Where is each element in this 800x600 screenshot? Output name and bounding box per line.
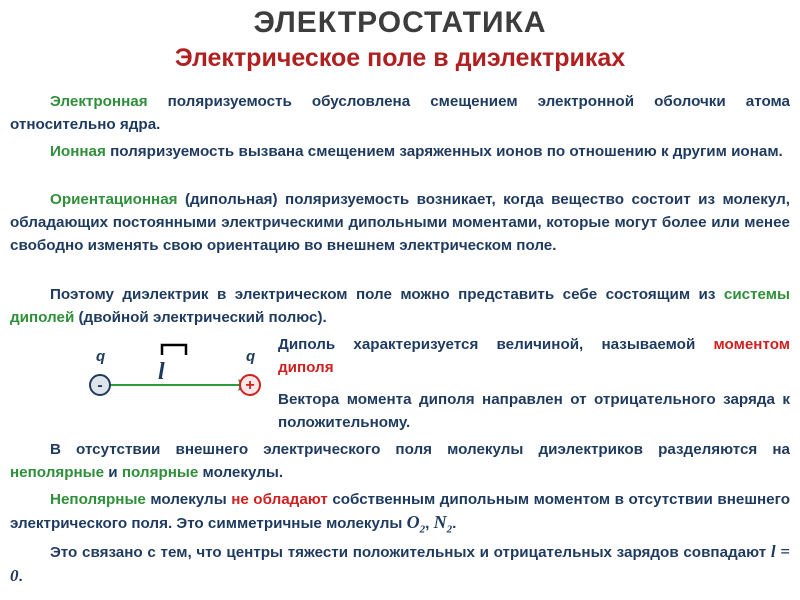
page-title: ЭЛЕКТРОСТАТИКА: [253, 6, 547, 39]
minus-sign: -: [97, 377, 103, 394]
paragraph-centers: Это связано с тем, что центры тяжести положительных и отрицательных зарядов совпадают l = 0.: [10, 542, 790, 585]
dipole-diagram: [60, 335, 280, 405]
paragraph-dipole-system: Поэтому диэлектрик в электрическом поле можно представить себе состоящим из системы диполей (двойной электрический полюс).: [10, 286, 790, 326]
paragraph-dipole-moment: Диполь характеризуется величиной, называемой моментом диполя: [278, 336, 790, 376]
term-nonpolar-2: Неполярные: [50, 491, 146, 508]
charge-label-right: q: [246, 348, 256, 365]
term-nonpolar: неполярные: [10, 464, 105, 481]
equation-l-zero: l = 0: [10, 542, 790, 585]
formula-n2: $N_2$: [433, 512, 453, 536]
paragraph-electronic: Электронная поляризуемость обусловлена смещением электронной оболочки атома относительно ядра.: [10, 93, 790, 133]
term-orientational: Ориентационная: [50, 191, 178, 208]
term-not-possess: не обладают: [231, 491, 328, 508]
formula-o2: $O_2$: [406, 512, 426, 536]
paragraph-orientational: Ориентационная (дипольная) поляризуемость возникает, когда вещество состоит из молекул, обладающих постоянными электрическими дипольными моментами, которые могут более или менее свободно изменять свою ориентацию во внешнем электрическом поле.: [10, 191, 790, 254]
paragraph-ionic: Ионная поляризуемость вызвана смещением заряженных ионов по отношению к другим ионам.: [50, 143, 783, 160]
term-ionic: Ионная: [50, 143, 106, 160]
term-polar: полярные: [121, 464, 199, 481]
page-subtitle: Электрическое поле в диэлектриках: [174, 44, 626, 72]
charge-label-left: q: [96, 348, 106, 365]
term-dipole-system: системы диполей: [10, 286, 790, 326]
term-electronic: Электронная: [50, 93, 148, 110]
length-label: l: [158, 359, 165, 385]
plus-sign: +: [245, 377, 255, 394]
paragraph-molecule-types: В отсутствии внешнего электрического поля молекулы диэлектриков разделяются на неполярные и полярные молекулы.: [10, 441, 790, 481]
paragraph-dipole-vector: Вектора момента диполя направлен от отрицательного заряда к положительному.: [278, 391, 790, 431]
paragraph-nonpolar: Неполярные молекулы не обладают собственным дипольным моментом в отсутствии внешнего электрического поля. Это симметричные молекулы $O_2$, $N_2$.: [10, 491, 790, 536]
length-bracket: [162, 345, 186, 355]
term-dipole-moment: моментом диполя: [278, 336, 790, 376]
